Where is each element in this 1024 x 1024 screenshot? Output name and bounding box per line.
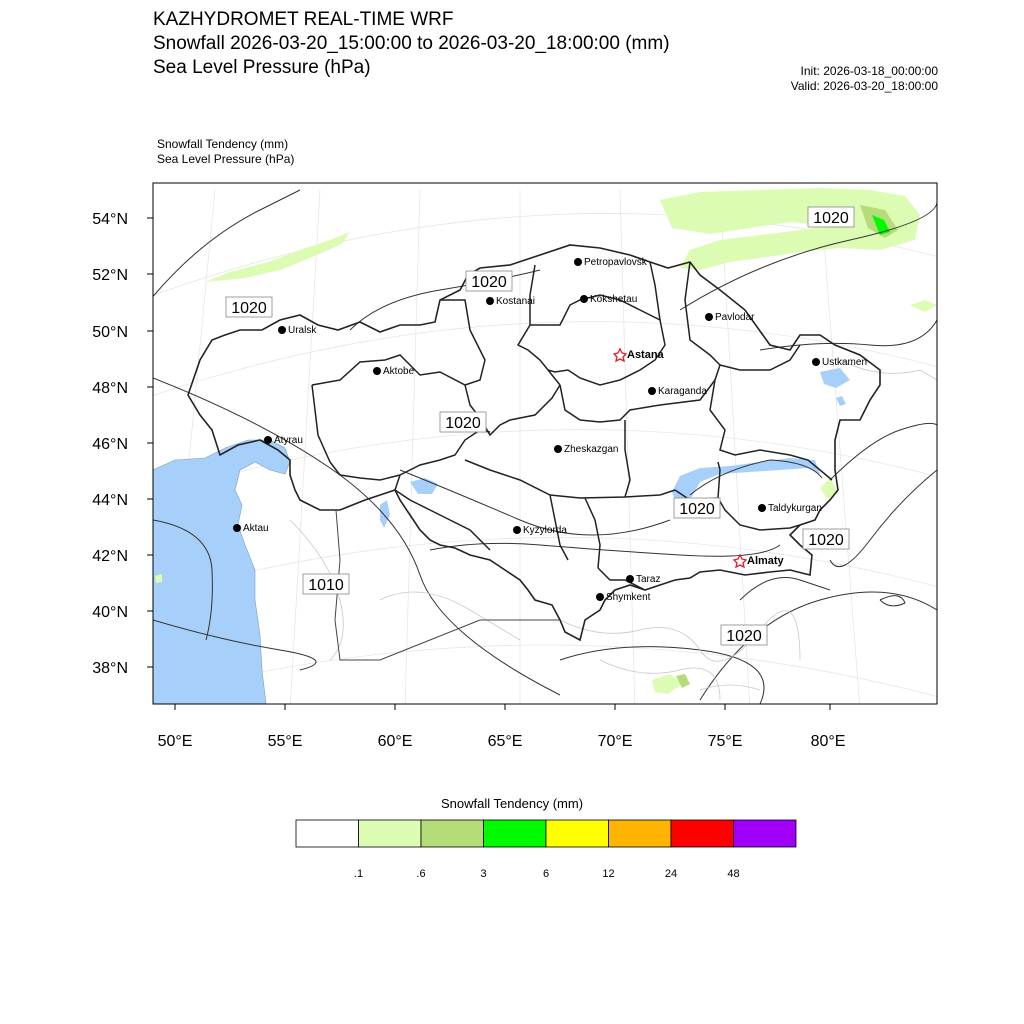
lat-label: 48°N	[92, 380, 128, 397]
lat-label: 54°N	[92, 211, 128, 228]
colorbar-tick: .1	[353, 868, 364, 880]
longitude-labels	[158, 733, 846, 750]
isobar-label	[808, 207, 854, 227]
svg-text:1020: 1020	[231, 300, 267, 317]
lat-label: 46°N	[92, 436, 128, 453]
svg-text:1020: 1020	[471, 274, 507, 291]
svg-text:Aktobe: Aktobe	[383, 366, 415, 377]
svg-text:Kokshetau: Kokshetau	[590, 294, 638, 305]
colorbar-tick: 48	[727, 868, 740, 880]
colorbar-tick: 24	[664, 868, 678, 880]
lon-label: 60°E	[377, 733, 413, 750]
colorbar-title: Snowfall Tendency (mm)	[440, 796, 584, 811]
lon-label: 80°E	[810, 733, 846, 750]
isobar-label	[303, 574, 349, 594]
map-subtitle-snowfall: Snowfall 2026-03-20_15:00:00 to 2026-03-20_18:00:00 (mm)	[153, 33, 670, 54]
colorbar-swatch	[296, 820, 359, 847]
lat-label: 40°N	[92, 604, 128, 621]
svg-text:Ustkamen: Ustkamen	[822, 357, 868, 368]
city-marker	[486, 296, 535, 307]
caspian-sea	[153, 440, 290, 704]
city-marker	[278, 325, 317, 336]
svg-text:1010: 1010	[308, 577, 344, 594]
colorbar-tick: 3	[480, 868, 487, 880]
svg-text:Taraz: Taraz	[636, 574, 661, 585]
lon-label: 70°E	[597, 733, 633, 750]
svg-text:Astana: Astana	[627, 349, 664, 361]
svg-text:Taldykurgan: Taldykurgan	[768, 503, 822, 514]
aral-sea	[380, 500, 390, 528]
city-marker	[648, 386, 707, 397]
colorbar-swatch	[546, 820, 609, 847]
lat-label: 52°N	[92, 267, 128, 284]
city-marker	[574, 257, 648, 268]
lat-label: 38°N	[92, 660, 128, 677]
colorbar	[296, 820, 796, 880]
valid-time: Valid: 2026-03-20_18:00:00	[790, 79, 938, 93]
svg-text:Kostanai: Kostanai	[496, 296, 535, 307]
lon-label: 75°E	[707, 733, 743, 750]
isobar-label	[674, 498, 720, 518]
svg-text:Almaty: Almaty	[747, 555, 784, 567]
svg-text:Pavlodar: Pavlodar	[715, 312, 755, 323]
map-subtitle-pressure: Sea Level Pressure (hPa)	[153, 57, 371, 78]
isobar-label	[440, 412, 486, 432]
capital-marker	[614, 349, 665, 361]
colorbar-tick: 12	[602, 868, 615, 880]
init-time: Init: 2026-03-18_00:00:00	[800, 64, 938, 78]
map-content	[140, 188, 950, 710]
map-title: KAZHYDROMET REAL-TIME WRF	[153, 9, 454, 30]
svg-text:Zheskazgan: Zheskazgan	[564, 444, 619, 455]
snowfall-area-nw	[205, 232, 350, 282]
isobar-label	[721, 625, 767, 645]
isobar-label	[226, 297, 272, 317]
svg-text:Aktau: Aktau	[243, 523, 269, 534]
colorbar-swatch	[484, 820, 547, 847]
colorbar-swatch	[359, 820, 422, 847]
city-marker	[812, 357, 867, 368]
lat-label: 50°N	[92, 324, 128, 341]
svg-text:1020: 1020	[808, 532, 844, 549]
city-marker	[758, 503, 822, 514]
lon-label: 65°E	[487, 733, 523, 750]
colorbar-tick: 6	[542, 868, 550, 880]
svg-text:1020: 1020	[679, 501, 715, 518]
city-marker	[554, 444, 618, 455]
colorbar-swatch	[671, 820, 734, 847]
latitude-labels	[92, 211, 128, 677]
svg-text:1020: 1020	[445, 415, 481, 432]
colorbar-swatch	[734, 820, 797, 847]
colorbar-swatch	[421, 820, 484, 847]
svg-text:Karaganda: Karaganda	[658, 386, 707, 397]
lat-label: 42°N	[92, 548, 128, 565]
svg-text:1020: 1020	[813, 210, 849, 227]
isobar-label	[803, 529, 849, 549]
city-marker	[513, 525, 567, 536]
field-snowfall-label: Snowfall Tendency (mm)	[157, 137, 289, 151]
svg-text:Petropavlovsk: Petropavlovsk	[584, 257, 647, 268]
city-marker	[705, 312, 755, 323]
city-marker	[373, 366, 415, 377]
field-pressure-label: Sea Level Pressure (hPa)	[157, 152, 295, 166]
lon-label: 55°E	[267, 733, 303, 750]
city-marker	[580, 294, 637, 305]
lat-label: 44°N	[92, 492, 128, 509]
svg-text:Shymkent: Shymkent	[606, 592, 651, 603]
lon-label: 50°E	[157, 733, 193, 750]
colorbar-tick: .6	[416, 868, 426, 880]
svg-text:Uralsk: Uralsk	[288, 325, 317, 336]
isobar-labels	[226, 207, 854, 645]
colorbar-swatch	[609, 820, 672, 847]
svg-text:Kyzylorda: Kyzylorda	[523, 525, 567, 536]
svg-text:1020: 1020	[726, 628, 762, 645]
isobar-label	[466, 271, 512, 291]
svg-text:Atyrau: Atyrau	[274, 435, 303, 446]
